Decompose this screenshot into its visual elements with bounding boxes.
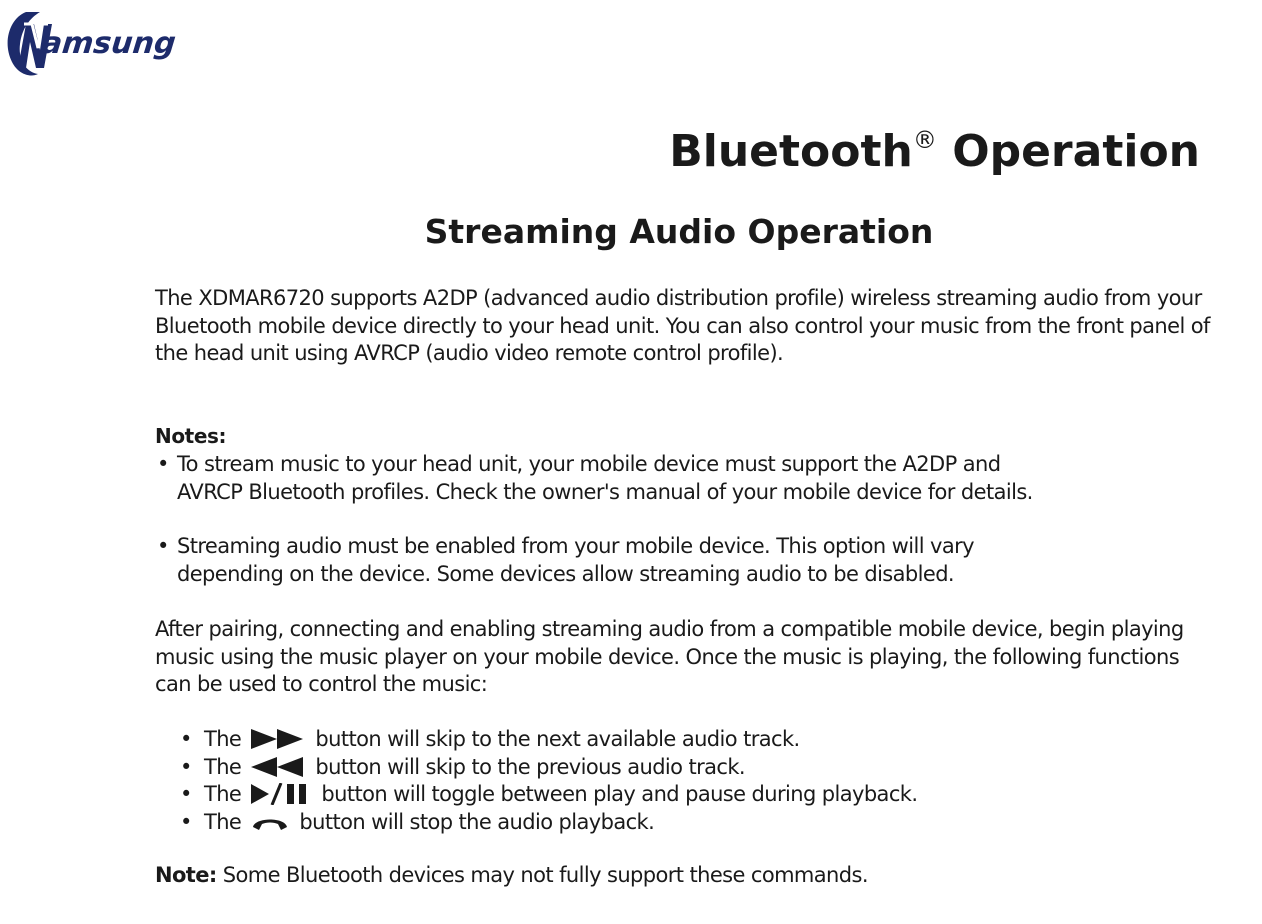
function-text: button will skip to the previous audio track. <box>315 754 745 779</box>
section-title: Streaming Audio Operation <box>424 212 934 251</box>
note-item <box>157 533 1217 588</box>
list-item <box>180 809 917 837</box>
function-prefix: The <box>204 782 242 807</box>
intro-paragraph: The XDMAR6720 supports A2DP (advanced audio distribution profile) wireless streaming audio from your Bluetooth mobile device directly to your head unit. You can also control your music from the front panel of the head unit using AVRCP (audio video remote control profile). <box>155 286 1210 366</box>
bullet-icon: • <box>180 809 192 834</box>
list-item <box>180 781 917 809</box>
function-list <box>180 726 917 836</box>
note-line: depending on the device. Some devices allow streaming audio to be disabled. <box>177 561 955 586</box>
function-text: button will stop the audio playback. <box>299 809 655 834</box>
bullet-icon: • <box>157 534 169 558</box>
rewind-icon <box>251 756 305 778</box>
note-item <box>157 451 1217 506</box>
instructions-paragraph: After pairing, connecting and enabling streaming audio from a compatible mobile device, begin playing music using the music player on your mobile device. Once the music is playing, the following functions can be used to control the music: <box>155 617 1184 697</box>
note-line: To stream music to your head unit, your mobile device must support the A2DP and <box>177 452 1001 476</box>
function-prefix: The <box>204 754 242 779</box>
bullet-icon: • <box>180 727 192 751</box>
final-note <box>155 863 868 887</box>
final-note-label: Note: <box>155 863 217 887</box>
function-prefix: The <box>204 809 242 834</box>
notes-heading: Notes: <box>155 424 227 448</box>
function-text: button will skip to the next available audio track. <box>315 727 800 751</box>
final-note-text: Some Bluetooth devices may not fully support these commands. <box>216 863 868 887</box>
bullet-icon: • <box>180 754 192 779</box>
brand-logo <box>4 8 214 80</box>
bullet-icon: • <box>180 782 192 807</box>
logo-wordmark: amsung <box>40 26 178 61</box>
fast-forward-icon <box>251 728 305 750</box>
function-text: button will toggle between play and pause during playback. <box>321 782 918 807</box>
page-title <box>669 126 1200 177</box>
hang-up-icon <box>251 813 289 833</box>
page-title-suffix: Operation <box>936 126 1200 177</box>
play-pause-icon <box>251 783 311 805</box>
note-line: Streaming audio must be enabled from your mobile device. This option will vary <box>177 534 974 558</box>
list-item <box>180 754 917 782</box>
note-line: AVRCP Bluetooth profiles. Check the owner's manual of your mobile device for details. <box>177 479 1033 504</box>
page-title-text: Bluetooth <box>669 126 913 177</box>
list-item <box>180 726 917 754</box>
bullet-icon: • <box>157 452 169 476</box>
function-prefix: The <box>204 727 242 751</box>
registered-mark: ® <box>912 126 937 154</box>
